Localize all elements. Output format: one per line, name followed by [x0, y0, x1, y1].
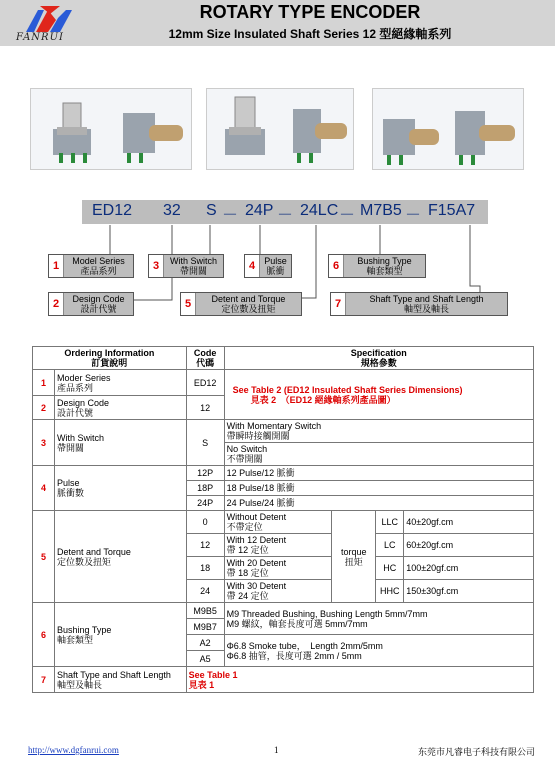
row-spec: With 30 Detent 帶 24 定位 — [224, 580, 332, 603]
table-header-row — [33, 347, 534, 370]
header-code: Code 代碼 — [186, 347, 224, 370]
legend-number: 2 — [49, 293, 64, 315]
row-code: 24P — [186, 496, 224, 511]
page-subtitle: 12mm Size Insulated Shaft Series 12 型絕緣軸系列 — [168, 27, 452, 41]
legend-with-switch — [148, 254, 224, 278]
legend-number: 6 — [329, 255, 344, 277]
torque-value: 40±20gf.cm — [404, 511, 534, 534]
row-spec: With 12 Detent 帶 12 定位 — [224, 534, 332, 557]
legend-label-en: Detent and Torque — [211, 294, 286, 304]
row-code: A5 — [186, 651, 224, 667]
table-row — [33, 603, 534, 619]
row-spec: See Table 1 見表 1 — [186, 667, 533, 693]
table-row — [33, 511, 534, 534]
legend-label-en: Shaft Type and Shaft Length — [369, 294, 484, 304]
row-spec: M9 Threaded Bushing, Bushing Length 5mm/7mm M9 螺紋，軸套長度可選 5mm/7mm — [224, 603, 533, 635]
row-label: Bushing Type 軸套類型 — [54, 603, 186, 667]
row-spec: 18 Pulse/18 脈衝 — [224, 481, 533, 496]
torque-value: 100±20gf.cm — [404, 557, 534, 580]
row-label: Design Code 設計代號 — [54, 396, 186, 420]
header-spec: Specification 規格參數 — [224, 347, 533, 370]
pn-separator: － — [339, 207, 356, 224]
pn-separator: － — [277, 207, 294, 224]
row-spec: Without Detent 不帶定位 — [224, 511, 332, 534]
row-label: Moder Series 產品系列 — [54, 370, 186, 396]
table-row — [33, 420, 534, 443]
pn-detent-torque: 24LC — [300, 202, 339, 219]
torque-label: torque 扭矩 — [332, 511, 376, 603]
pn-separator: － — [405, 207, 422, 224]
row-spec: Φ6.8 Smoke tube， Length 2mm/5mm Φ6.8 抽管，長度可選 2mm / 5mm — [224, 635, 533, 667]
row-code: 18 — [186, 557, 224, 580]
row-spec: With Momentary Switch 帶瞬時接觸開關 — [224, 420, 533, 443]
row-label: With Switch 帶開關 — [54, 420, 186, 466]
torque-value: 60±20gf.cm — [404, 534, 534, 557]
leader-lines — [0, 0, 555, 340]
row-code: A2 — [186, 635, 224, 651]
torque-value: 150±30gf.cm — [404, 580, 534, 603]
legend-detent-torque — [180, 292, 302, 316]
row-code: 12 — [186, 396, 224, 420]
legend-number: 4 — [245, 255, 260, 277]
row-code: 12P — [186, 466, 224, 481]
legend-bushing-type — [328, 254, 426, 278]
legend-label-en: Model Series — [72, 256, 125, 266]
row-label: Detent and Torque 定位數及扭矩 — [54, 511, 186, 603]
row-spec: With 20 Detent 帶 18 定位 — [224, 557, 332, 580]
row-spec: No Switch 不帶開關 — [224, 443, 533, 466]
legend-number: 1 — [49, 255, 64, 277]
legend-label-en: With Switch — [169, 256, 217, 266]
row-code: ED12 — [186, 370, 224, 396]
row-spec: 12 Pulse/12 脈衝 — [224, 466, 533, 481]
pn-switch: S — [206, 202, 217, 219]
row-code: S — [186, 420, 224, 466]
pn-bushing: M7B5 — [360, 202, 402, 219]
table-row — [33, 370, 534, 396]
header-info: Ordering Information 訂貨說明 — [33, 347, 187, 370]
footer-page-number: 1 — [274, 745, 279, 755]
legend-label-zh: 定位數及扭矩 — [221, 304, 276, 314]
row-code: M9B7 — [186, 619, 224, 635]
row-spec: See Table 2 (ED12 Insulated Shaft Series Dimensions) 見表 2 （ED12 絕緣軸系列產品圖） — [224, 370, 533, 420]
row-code: M9B5 — [186, 603, 224, 619]
row-number: 6 — [33, 603, 55, 667]
row-number: 2 — [33, 396, 55, 420]
table-row — [33, 466, 534, 481]
pn-design-code: 32 — [163, 202, 181, 219]
row-number: 4 — [33, 466, 55, 511]
legend-label-en: Design Code — [72, 294, 125, 304]
legend-model-series — [48, 254, 134, 278]
legend-number: 5 — [181, 293, 196, 315]
row-number: 7 — [33, 667, 55, 693]
torque-code: HC — [376, 557, 404, 580]
row-code: 24 — [186, 580, 224, 603]
pn-separator: － — [222, 207, 239, 224]
legend-label-zh: 設計代號 — [80, 304, 117, 314]
torque-code: HHC — [376, 580, 404, 603]
legend-label-zh: 脈衝 — [266, 266, 285, 276]
legend-number: 3 — [149, 255, 164, 277]
row-number: 3 — [33, 420, 55, 466]
row-spec: 24 Pulse/24 脈衝 — [224, 496, 533, 511]
row-number: 1 — [33, 370, 55, 396]
torque-code: LLC — [376, 511, 404, 534]
legend-pulse — [244, 254, 292, 278]
row-code: 0 — [186, 511, 224, 534]
legend-label-en: Bushing Type — [357, 256, 412, 266]
logo-text: FANRUI — [16, 32, 64, 43]
legend-label-zh: 產品系列 — [80, 266, 117, 276]
legend-shaft-type — [330, 292, 508, 316]
legend-label-en: Pulse — [264, 256, 287, 266]
table-row — [33, 667, 534, 693]
ordering-table — [32, 346, 534, 693]
pn-pulse: 24P — [245, 202, 274, 219]
row-label: Pulse 脈衝數 — [54, 466, 186, 511]
torque-code: LC — [376, 534, 404, 557]
footer-website-link[interactable]: http://www.dgfanrui.com — [28, 745, 119, 755]
pn-model-series: ED12 — [92, 202, 133, 219]
row-code: 12 — [186, 534, 224, 557]
legend-label-zh: 帶開關 — [179, 266, 207, 276]
footer-company: 东莞市凡睿电子科技有限公司 — [418, 747, 536, 757]
legend-design-code — [48, 292, 134, 316]
legend-label-zh: 軸套類型 — [366, 266, 403, 276]
pn-shaft: F15A7 — [428, 202, 476, 219]
row-number: 5 — [33, 511, 55, 603]
row-code: 18P — [186, 481, 224, 496]
row-label: Shaft Type and Shaft Length 軸型及軸長 — [54, 667, 186, 693]
legend-number: 7 — [331, 293, 346, 315]
legend-label-zh: 軸型及軸長 — [403, 304, 449, 314]
page-title: ROTARY TYPE ENCODER — [199, 2, 421, 22]
